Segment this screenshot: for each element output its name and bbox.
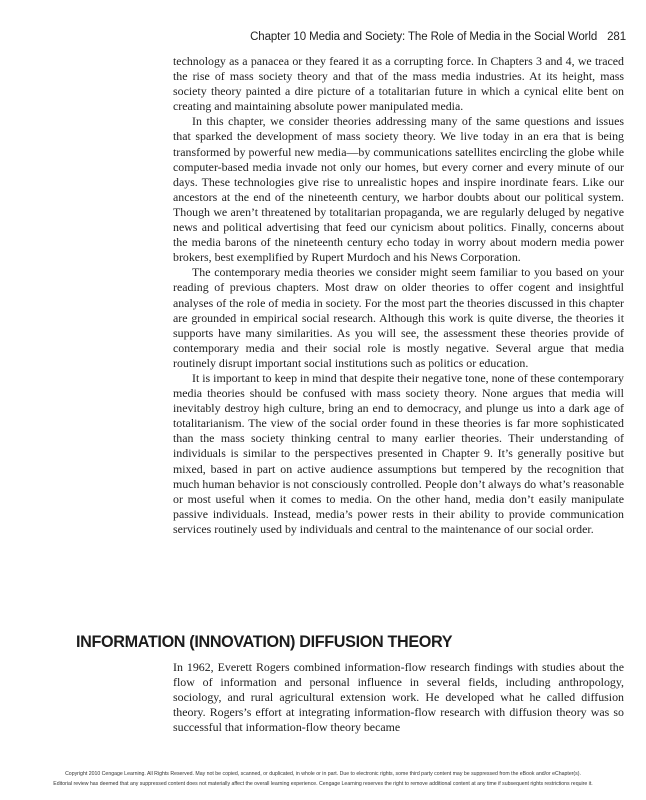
running-header <box>250 31 626 43</box>
paragraph: In this chapter, we consider theories addressing many of the same questions and issues that sparked the development of mass society theory. We live today in an era that is being transformed by powerful new media—by communications satellites encircling the globe while computer-based media invade not only our homes, but every corner and every minute of our days. These technologies give rise to unrealistic hopes and inspire inordinate fears. Like our ancestors at the end of the nineteenth century, we harbor doubts about our political system. Though we aren’t threatened by totalitarian propaganda, we are regularly deluged by negative news and political advertising that feed our cynicism about politics. Finally, concerns about the media barons of the nineteenth century echo today in worry about modern media power brokers, best exemplified by Rupert Murdoch and his News Corporation. <box>173 114 624 265</box>
section-body-text <box>173 660 624 735</box>
page-number: 281 <box>607 31 626 43</box>
paragraph: In 1962, Everett Rogers combined information-flow research findings with studies about the flow of information and personal influence in several fields, including anthropology, sociology, and rural agricultural extension work. He developed what he called diffusion theory. Rogers’s effort at integrating information-flow research with diffusion theory was so successful that information-flow theory became <box>173 660 624 735</box>
copyright-footer <box>0 769 646 789</box>
copyright-line: Copyright 2010 Cengage Learning. All Rights Reserved. May not be copied, scanned, or duplicated, in whole or in part. Due to electronic rights, some third party content may be suppressed from the eBook and/or eChapter(s). <box>65 771 581 777</box>
section-heading: INFORMATION (INNOVATION) DIFFUSION THEORY <box>76 633 453 651</box>
paragraph: technology as a panacea or they feared it as a corrupting force. In Chapters 3 and 4, we traced the rise of mass society theory and that of the mass media industries. At its height, mass society theory painted a dire picture of a totalitarian future in which a cynical elite bent on creating and maintaining absolute power manipulated media. <box>173 54 624 114</box>
body-text <box>173 54 624 537</box>
paragraph: The contemporary media theories we consider might seem familiar to you based on your reading of previous chapters. Most draw on older theories to offer cogent and insightful analyses of the role of media in society. For the most part the theories discussed in this chapter are grounded in empirical social research. Although this work is quite diverse, the theories it supports have many similarities. As you will see, the assessment these theories provide of contemporary media and their social role is mostly negative. Several argue that media routinely disrupt important social institutions such as politics or education. <box>173 265 624 370</box>
copyright-line: Editorial review has deemed that any suppressed content does not materially affect the overall learning experience. Cengage Learning reserves the right to remove additional content at any time if subsequent rights restrictions require it. <box>53 781 593 787</box>
running-title: Chapter 10 Media and Society: The Role of Media in the Social World <box>250 31 598 43</box>
paragraph: It is important to keep in mind that despite their negative tone, none of these contemporary media theories should be confused with mass society theory. None argues that media will inevitably destroy high culture, bring an end to democracy, and plunge us into a dark age of totalitarianism. The view of the social order found in these theories is far more sophisticated than the mass society thinking central to many earlier theories. Their understanding of individuals is similar to the perspectives presented in Chapter 9. It’s generally positive but mixed, based in part on active audience assumptions but tempered by the recognition that much human behavior is not consciously controlled. People don’t always do what’s reasonable or most useful when it comes to media. On the other hand, media don’t easily manipulate passive individuals. Instead, media’s power rests in their ability to provide communication services routinely used by individuals and central to the maintenance of our social order. <box>173 370 624 536</box>
